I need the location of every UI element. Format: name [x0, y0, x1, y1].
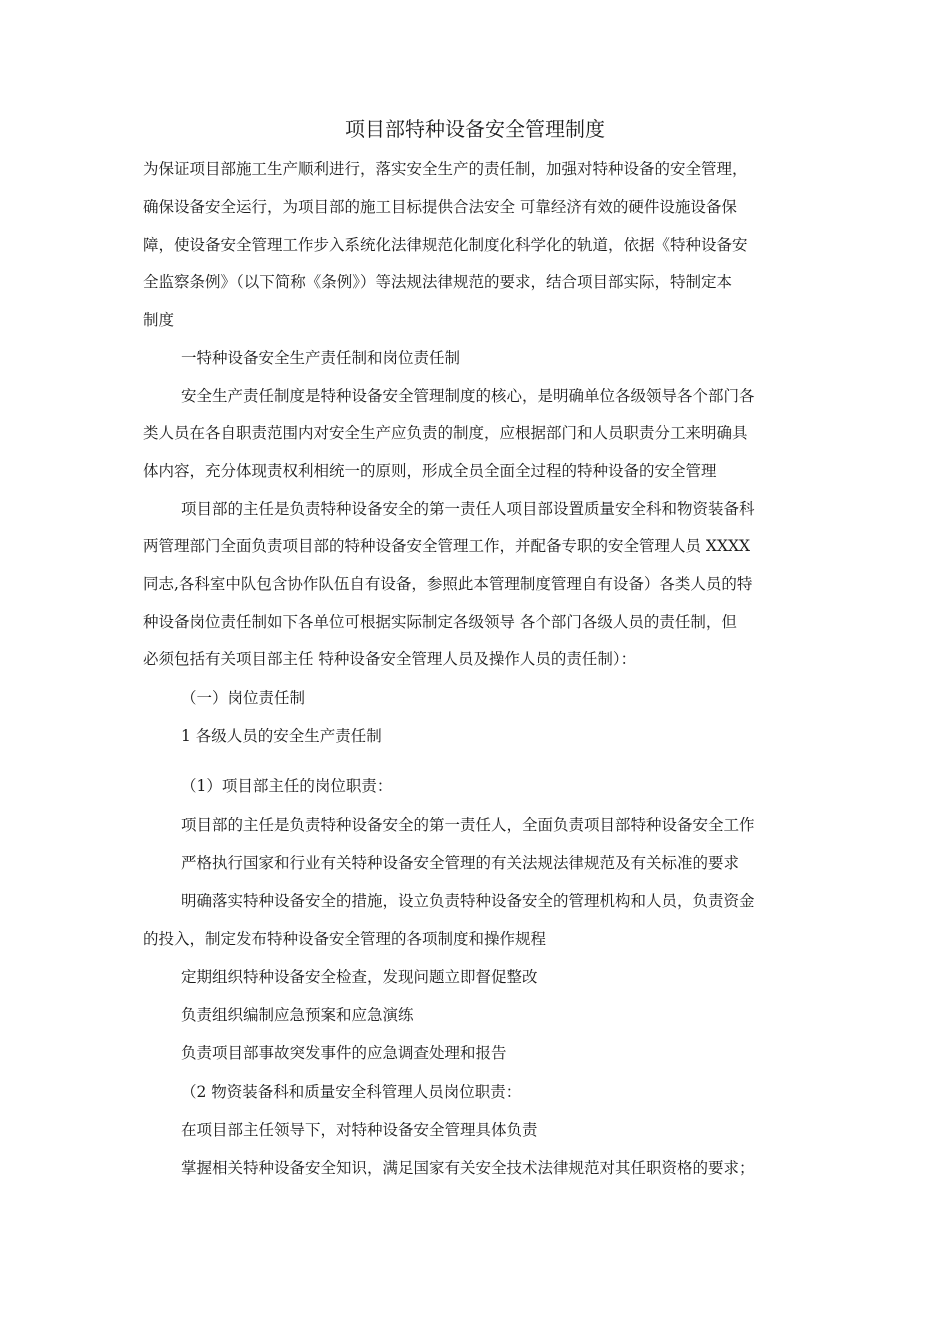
body-line: 为保证项目部施工生产顺利进行，落实安全生产的责任制，加强对特种设备的安全管理，: [143, 160, 748, 178]
body-line: 负责组织编制应急预案和应急演练: [181, 1006, 414, 1024]
subsection-heading: （一）岗位责任制: [181, 689, 306, 707]
body-line: 在项目部主任领导下，对特种设备安全管理具体负责: [181, 1121, 538, 1139]
body-line: 障，使设备安全管理工作步入系统化法律规范化制度化科学化的轨道，依据《特种设备安: [143, 236, 748, 254]
body-line: 明确落实特种设备安全的措施，设立负责特种设备安全的管理机构和人员，负责资金: [181, 892, 755, 910]
body-line: 的投入，制定发布特种设备安全管理的各项制度和操作规程: [143, 930, 547, 948]
body-line: 全监察条例》（以下简称《条例》）等法规法律规范的要求，结合项目部实际，特制定本: [143, 273, 733, 291]
body-line: 种设备岗位责任制如下各单位可根据实际制定各级领导 各个部门各级人员的责任制，但: [143, 613, 737, 631]
body-line: 两管理部门全面负责项目部的特种设备安全管理工作，并配备专职的安全管理人员 XXXX: [143, 537, 751, 555]
subsection-heading: （2 物资装备科和质量安全科管理人员岗位职责：: [181, 1083, 522, 1101]
body-line: 同志,各科室中队包含协作队伍自有设备，参照此本管理制度管理自有设备）各类人员的特: [143, 575, 753, 593]
section-heading: 一特种设备安全生产责任制和岗位责任制: [181, 349, 461, 367]
body-line: 项目部的主任是负责特种设备安全的第一责任人项目部设置质量安全科和物资装备科: [181, 500, 755, 518]
document-title: 项目部特种设备安全管理制度: [345, 117, 605, 141]
body-line: 必须包括有关项目部主任 特种设备安全管理人员及操作人员的责任制）：: [143, 650, 637, 668]
body-line: 严格执行国家和行业有关特种设备安全管理的有关法规法律规范及有关标准的要求: [181, 854, 740, 872]
body-line: 安全生产责任制度是特种设备安全管理制度的核心，是明确单位各级领导各个部门各: [181, 387, 755, 405]
body-line: 掌握相关特种设备安全知识，满足国家有关安全技术法律规范对其任职资格的要求；: [181, 1159, 755, 1177]
body-line: 负责项目部事故突发事件的应急调查处理和报告: [181, 1044, 507, 1062]
body-line: 项目部的主任是负责特种设备安全的第一责任人，全面负责项目部特种设备安全工作: [181, 816, 755, 834]
body-line: 确保设备安全运行，为项目部的施工目标提供合法安全 可靠经济有效的硬件设施设备保: [143, 198, 737, 216]
body-line: 定期组织特种设备安全检查，发现问题立即督促整改: [181, 968, 538, 986]
body-line: 制度: [143, 311, 175, 329]
body-line: 类人员在各自职责范围内对安全生产应负责的制度，应根据部门和人员职责分工来明确具: [143, 424, 748, 442]
body-line: 体内容，充分体现责权利相统一的原则，形成全员全面全过程的特种设备的安全管理: [143, 462, 717, 480]
subsection-heading: 1 各级人员的安全生产责任制: [181, 727, 382, 745]
subsection-heading: （1）项目部主任的岗位职责：: [181, 777, 393, 795]
